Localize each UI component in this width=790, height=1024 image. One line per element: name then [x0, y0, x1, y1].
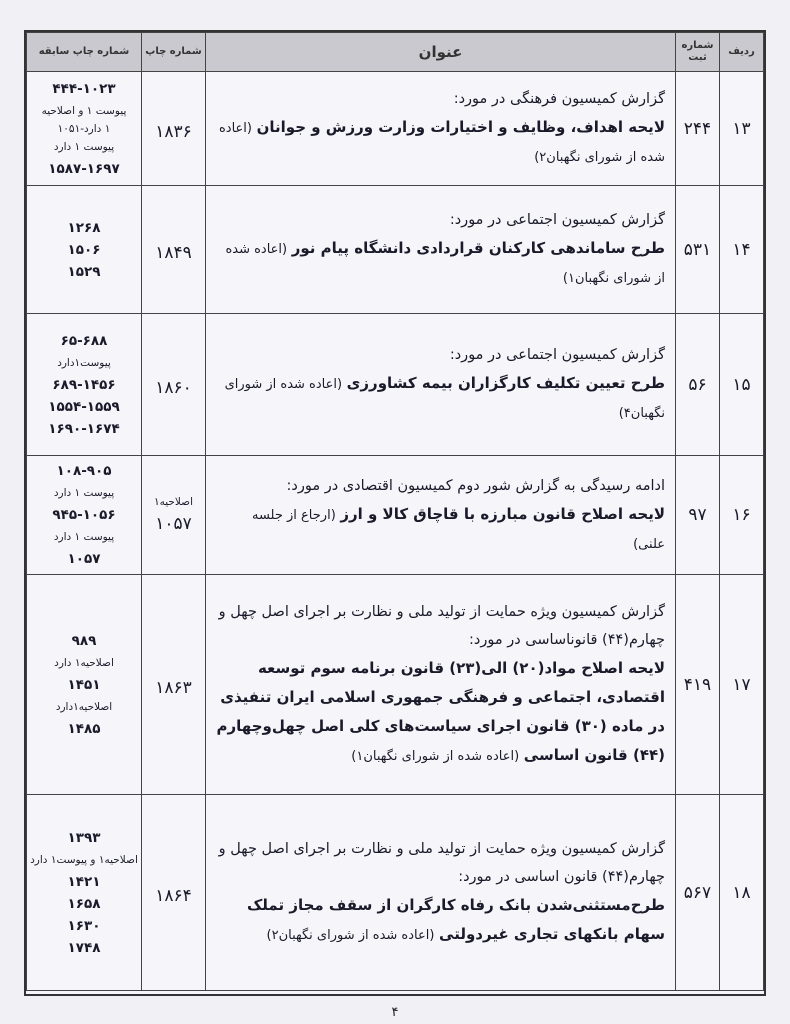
prev-item: ۱۶۵۸ — [67, 895, 101, 912]
prev-item: ۶۸۹-۱۴۵۶ — [52, 376, 116, 393]
row-list-no: ۵۶۷ — [676, 795, 720, 991]
row-prev — [27, 456, 142, 575]
prev-item: ۱۴۵۱ — [67, 676, 101, 693]
table-row — [27, 575, 764, 795]
row-title — [206, 314, 676, 456]
row-subject: طرح ساماندهی کارکنان قراردادی دانشگاه پیام نور — [291, 239, 665, 257]
header-title: عنوان — [206, 33, 676, 72]
row-subject: طرح تعیین تکلیف کارگزاران بیمه کشاورزی — [346, 374, 665, 392]
table-row — [27, 186, 764, 314]
prev-item: ۱۶۳۰ — [67, 917, 101, 934]
prev-item: ۱۶۹۰-۱۶۷۴ — [48, 420, 120, 437]
table-row — [27, 795, 764, 991]
prev-item: اصلاحیه۱ دارد — [54, 656, 114, 669]
row-print-no — [142, 795, 206, 991]
row-prev — [27, 314, 142, 456]
row-print-no — [142, 456, 206, 575]
row-subject: لایحه اهداف، وظایف و اختیارات وزارت ورزش و جوانان — [256, 118, 665, 136]
prev-item: پیوست ۱ و اصلاحیه — [41, 104, 127, 117]
row-print-no — [142, 314, 206, 456]
prev-item: ۱۳۹۳ — [67, 829, 101, 846]
row-subject: لایحه اصلاح مواد(۲۰) الی(۲۳) قانون برنامه سوم توسعه اقتصادی، اجتماعی و فرهنگی جمهوری اسلامی ایران تنفیذی در ماده (۳۰) قانون اجرای سیاست‌های کلی اصل چهل‌وچهارم (۴۴) قانون اساسی — [216, 659, 665, 764]
row-list-no: ۴۱۹ — [676, 575, 720, 795]
row-title — [206, 186, 676, 314]
row-index: ۱۶ — [720, 456, 764, 575]
prev-item: ۱۴۲۱ — [67, 873, 101, 890]
prev-item: ۱۵۰۶ — [67, 241, 101, 258]
table-row — [27, 314, 764, 456]
row-print-no — [142, 186, 206, 314]
agenda-table — [26, 32, 764, 991]
row-note: (اعاده شده از شورای نگهبان۲) — [218, 121, 665, 165]
row-intro: گزارش کمیسیون فرهنگی در مورد: — [453, 91, 665, 107]
row-list-no: ۲۴۴ — [676, 72, 720, 186]
row-print-value: ۱۸۶۰ — [155, 377, 192, 398]
row-index: ۱۸ — [720, 795, 764, 991]
row-index: ۱۳ — [720, 72, 764, 186]
table-body — [27, 72, 764, 991]
row-list-no: ۵۳۱ — [676, 186, 720, 314]
table-header-row — [27, 33, 764, 72]
row-title — [206, 72, 676, 186]
header-print-no: شماره چاپ — [142, 33, 206, 72]
agenda-table-frame — [24, 30, 766, 996]
row-print-value: ۱۸۴۹ — [155, 242, 192, 263]
row-print-no — [142, 575, 206, 795]
row-intro: گزارش کمیسیون اجتماعی در مورد: — [449, 212, 665, 228]
row-print-value: ۱۸۳۶ — [155, 121, 192, 142]
prev-item: ۹۴۵-۱۰۵۶ — [52, 507, 116, 523]
row-list-no: ۵۶ — [676, 314, 720, 456]
row-title — [206, 795, 676, 991]
row-note: (اعاده شده از شورای نگهبان۴) — [224, 377, 665, 421]
prev-item: ۱۴۸۵ — [67, 720, 101, 737]
row-subject: لایحه اصلاح قانون مبارزه با قاچاق کالا و ارز — [340, 504, 665, 523]
row-index: ۱۴ — [720, 186, 764, 314]
header-prev-print-no: شماره چاپ سابقه — [27, 33, 142, 72]
prev-item: ۱۲۶۸ — [67, 219, 101, 236]
prev-item: ۹۸۹ — [71, 632, 97, 649]
prev-item: ۱۷۴۸ — [67, 939, 101, 956]
prev-item: پیوست ۱ دارد — [53, 531, 115, 543]
prev-item: ۶۵-۶۸۸ — [60, 332, 108, 349]
prev-item: ۱۵۲۹ — [67, 263, 101, 280]
row-prev — [27, 72, 142, 186]
prev-item: ۱۰۵۷ — [67, 551, 101, 567]
row-prev — [27, 186, 142, 314]
row-note: (اعاده شده از شورای نگهبان۱) — [351, 749, 520, 764]
row-prev — [27, 795, 142, 991]
row-intro: گزارش کمیسیون ویژه حمایت از تولید ملی و نظارت بر اجرای اصل چهل و چهارم(۴۴) قانوناساسی در مورد: — [218, 604, 665, 648]
row-note: (اعاده شده از شورای نگهبان۲) — [266, 928, 435, 943]
row-index: ۱۵ — [720, 314, 764, 456]
prev-item: پیوست۱دارد — [57, 356, 111, 369]
prev-item: ۱۵۸۷-۱۶۹۷ — [48, 160, 120, 177]
row-list-no: ۹۷ — [676, 456, 720, 575]
prev-item: اصلاحیه۱دارد — [55, 700, 113, 713]
row-print-note: اصلاحیه۱ — [153, 496, 194, 508]
header-index: ردیف — [720, 33, 764, 72]
row-intro: ادامه رسیدگی به گزارش شور دوم کمیسیون اقتصادی در مورد: — [286, 477, 665, 494]
page-number: ۴ — [391, 1005, 399, 1020]
row-intro: گزارش کمیسیون ویژه حمایت از تولید ملی و نظارت بر اجرای اصل چهل و چهارم(۴۴) قانون اساسی در مورد: — [218, 841, 665, 885]
prev-item: ۱۵۵۴-۱۵۵۹ — [48, 398, 120, 415]
row-note: (ارجاع از جلسه علنی) — [251, 507, 665, 552]
row-print-value: ۱۸۶۴ — [155, 885, 192, 906]
prev-item: اصلاحیه۱ و پیوست۱ دارد — [30, 853, 138, 866]
row-index: ۱۷ — [720, 575, 764, 795]
table-row — [27, 72, 764, 186]
row-note: (اعاده شده از شورای نگهبان۱) — [225, 242, 665, 286]
prev-item: پیوست ۱ دارد — [53, 140, 115, 153]
row-print-value: ۱۸۶۳ — [155, 677, 192, 698]
prev-item: ۴۴۴-۱۰۲۳ — [52, 80, 116, 97]
row-intro: گزارش کمیسیون اجتماعی در مورد: — [449, 347, 665, 363]
row-title — [206, 456, 676, 575]
row-subject: طرح‌مستثنی‌شدن بانک رفاه کارگران از سقف مجاز تملک سهام بانکهای تجاری غیردولتی — [246, 896, 665, 943]
prev-item: ۱ دارد-۱۰۵۱ — [57, 122, 111, 135]
table-row — [27, 456, 764, 575]
row-prev — [27, 575, 142, 795]
header-list-no: شماره ثبت — [676, 33, 720, 72]
row-print-value: ۱۰۵۷ — [155, 514, 192, 534]
prev-item: پیوست ۱ دارد — [53, 487, 115, 499]
row-title — [206, 575, 676, 795]
prev-item: ۱۰۸-۹۰۵ — [56, 463, 112, 479]
row-print-no — [142, 72, 206, 186]
